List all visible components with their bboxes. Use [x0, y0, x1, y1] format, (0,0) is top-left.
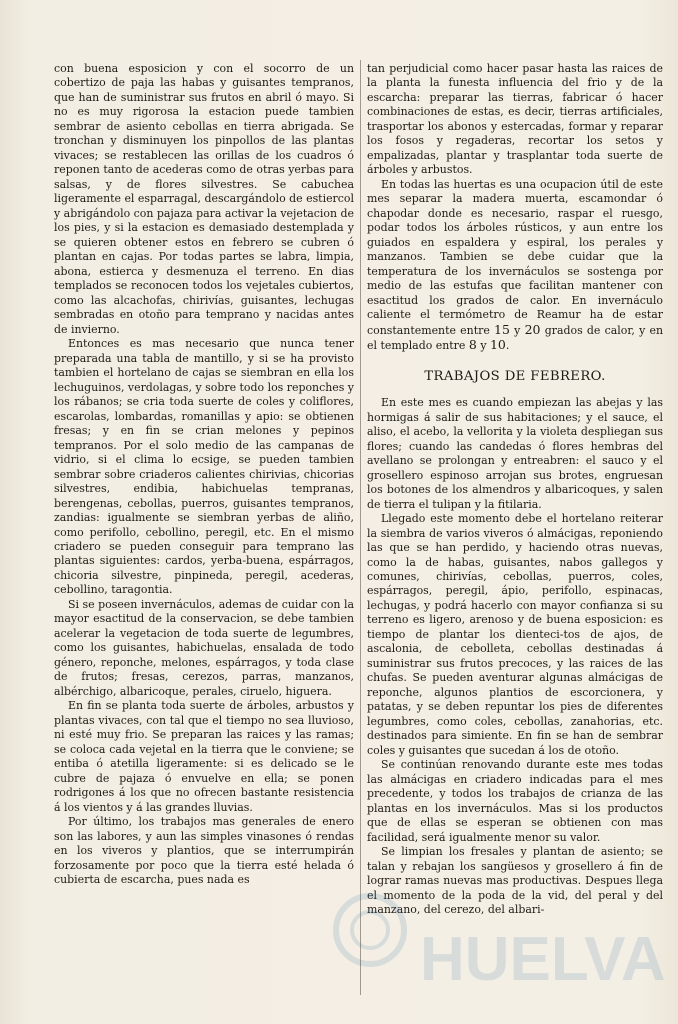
- temperature-temperate-low: 8: [468, 337, 477, 353]
- temperature-joiner: y: [514, 323, 521, 337]
- paragraph: con buena esposicion y con el socorro de un cobertizo de paja las habas y guisantes tempranos, que han de suministrar sus frutos en abril ó mayo. Si no es muy rigorosa la estacion puede tambien sembrar de asiento cebollas en tierra abrigada. Se tronchan y disminuyen los pinpollos de las plantas vivaces; se restablecen las orillas de los cuadros ó reponen tanto de acederas como de otras yerbas para salsas, y de flores silvestres. Se cabuchea ligeramente el esparragal, descargándolo de estiercol y abrigándolo con pajaza para activar la vejetacion de los pies, y si la estacion es demasiado destemplada y se quieren obtener estos en febrero se cubren ó plantan en cajas. Por todas partes se labra, limpia, abona, estierca y desmenuza el terreno. En dias templados se reconocen todos los vejetales cubiertos, como las alcachofas, chirivías, guisantes, lechugas sembradas en otoño para temprano y nacidas antes de invierno.: [54, 62, 354, 336]
- paragraph: Se continúan renovando durante este mes todas las almácigas en criadero indicadas para el mes precedente, y todos los trabajos de crianza de las plantas en los invernáculos. Mas si los productos que de ellas se esperan se obtienen con mas facilidad, será igualmente menor su valor.: [367, 758, 663, 844]
- temperature-joiner-2: y: [480, 339, 487, 353]
- temperature-low: 15: [494, 321, 510, 337]
- right-text-column: [367, 62, 663, 997]
- column-divider: [360, 60, 361, 995]
- paragraph: Se limpian los fresales y plantan de asiento; se talan y rebajan los sangüesos y grosellero á fin de lograr ramas nuevas mas productivas. Despues llega el momento de la poda de la vid, del peral y del manzano, del cerezo, del albari-: [367, 845, 663, 917]
- paragraph: En este mes es cuando empiezan las abejas y las hormigas á salir de sus habitaciones; y el sauce, el aliso, el acebo, la vellorita y la violeta despliegan sus flores; cuando las candedas ó flores hembras del avellano se prolongan y entreabren: el sauco y el grosellero espinoso arrojan sus brotes, engruesan los botones de los almendros y albaricoques, y salen de tierra el tulipan y la fitilaria.: [367, 396, 663, 511]
- paragraph: Por último, los trabajos mas generales de enero son las labores, y aun las simples vinasones ó rendas en los viveros y plantios, que se interrumpirán forzosamente por poco que la tierra esté helada ó cubierta de escarcha, pues nada es: [54, 815, 354, 887]
- temperature-end: .: [505, 339, 510, 353]
- paragraph: Si se poseen invernáculos, ademas de cuidar con la mayor esactitud de la conservacion, se debe tambien acelerar la vegetacion de toda suerte de legumbres, como los guisantes, habichuelas, ensalada de todo género, reponche, melones, espárragos, y toda clase de frutos; fresas, cerezos, parras, manzanos, albérchigo, albaricoque, perales, ciruelo, higuera.: [54, 597, 354, 698]
- paragraph: Llegado este momento debe el hortelano reiterar la siembra de varios viveros ó almácigas, reponiendo las que se han perdido, y haciendo otras nuevas, como la de habas, guisantes, nabos gallegos y comunes, chirivías, cebollas, puerros, coles, espárragos, peregil, ápio, perifollo, espinacas, lechugas, y podrá hacerlo con mayor confianza si su terreno es ligero, arenoso y de buena esposicion: es tiempo de plantar los dienteci-tos de ajos, de ascalonia, de cebolleta, cebollas destinadas á suministrar sus frutos precoces, y las raices de las chufas. Se pueden aventurar algunas almácigas de reponche, algunos plantios de escorcionera, y patatas, y se deben repuntar los pies de diferentes legumbres, como coles, cebollas, zanahorias, etc. destinados para simiente. En fin se han de sembrar coles y guisantes que sucedan á los de otoño.: [367, 512, 663, 757]
- temperature-high: 20: [524, 321, 541, 337]
- paragraph: [367, 178, 663, 354]
- temperature-temperate-high: 10: [489, 337, 506, 353]
- paragraph-text: En todas las huertas es una ocupacion útil de este mes separar la madera muerta, escamondar ó chapodar donde es necesario, raspar el ruesgo, podar todos los árboles rústicos, y aun entre los guiados en espaldera y espiral, los perales y manzanos. Tambien se debe cuidar que la temperatura de los invernáculos se sostenga por medio de las estufas que facilitan mantener con esactitud los grados de calor. En invernáculo caliente el termómetro de Reamur ha de estar constantemente entre: [367, 177, 663, 337]
- paragraph: Entonces es mas necesario que nunca tener preparada una tabla de mantillo, y si se ha provisto tambien el hortelano de cajas se siembran en ella los lechuguinos, verdolagas, y sobre todo los reponches y los rábanos; se cria toda suerte de coles y coliflores, escarolas, lombardas, romanillas y apio: se obtienen fresas; y en fin se crian melones y pepinos tempranos. Por el solo medio de las campanas de vidrio, si el clima lo ecsige, se pueden tambien sembrar sobre criaderos calientes chirivias, chicorias silvestres, endibia, habichuelas tempranas, berengenas, cebollas, puerros, guisantes tempranos, zandias: igualmente se siembran yerbas de aliño, como perifollo, cebollino, peregil, etc. En el mismo criadero se pueden conseguir para temprano las plantas siguientes: cardos, yerba-buena, espárragos, chicoria silvestre, pinpineda, peregil, acederas, cebollino, taragontia.: [54, 337, 354, 597]
- watermark-text: HUELVA: [420, 925, 666, 994]
- left-text-column: [54, 62, 354, 997]
- paragraph: En fin se planta toda suerte de árboles, arbustos y plantas vivaces, con tal que el tiempo no sea lluvioso, ni esté muy frio. Se preparan las raices y las ramas; se coloca cada vejetal en la tierra que le conviene; se entiba ó atetilla ligeramente: si es delicado se le cubre de pajaza ó envuelve en ella; se ponen rodrigones á los que no ofrecen bastante resistencia á los vientos y á las grandes lluvias.: [54, 699, 354, 814]
- section-heading: TRABAJOS DE FEBRERO.: [424, 368, 606, 384]
- paragraph: tan perjudicial como hacer pasar hasta las raices de la planta la funesta influencia del frio y de la escarcha: preparar las tierras, fabricar ó hacer combinaciones de estas, es decir, tierras artificiales, trasportar los abonos y estercadas, formar y reparar los fosos y regaderas, recortar los setos y empalizadas, plantar y trasplantar toda suerte de árboles y arbustos.: [367, 62, 663, 177]
- temperature-mid-text: grados de calor, y en el templado entre: [367, 323, 663, 353]
